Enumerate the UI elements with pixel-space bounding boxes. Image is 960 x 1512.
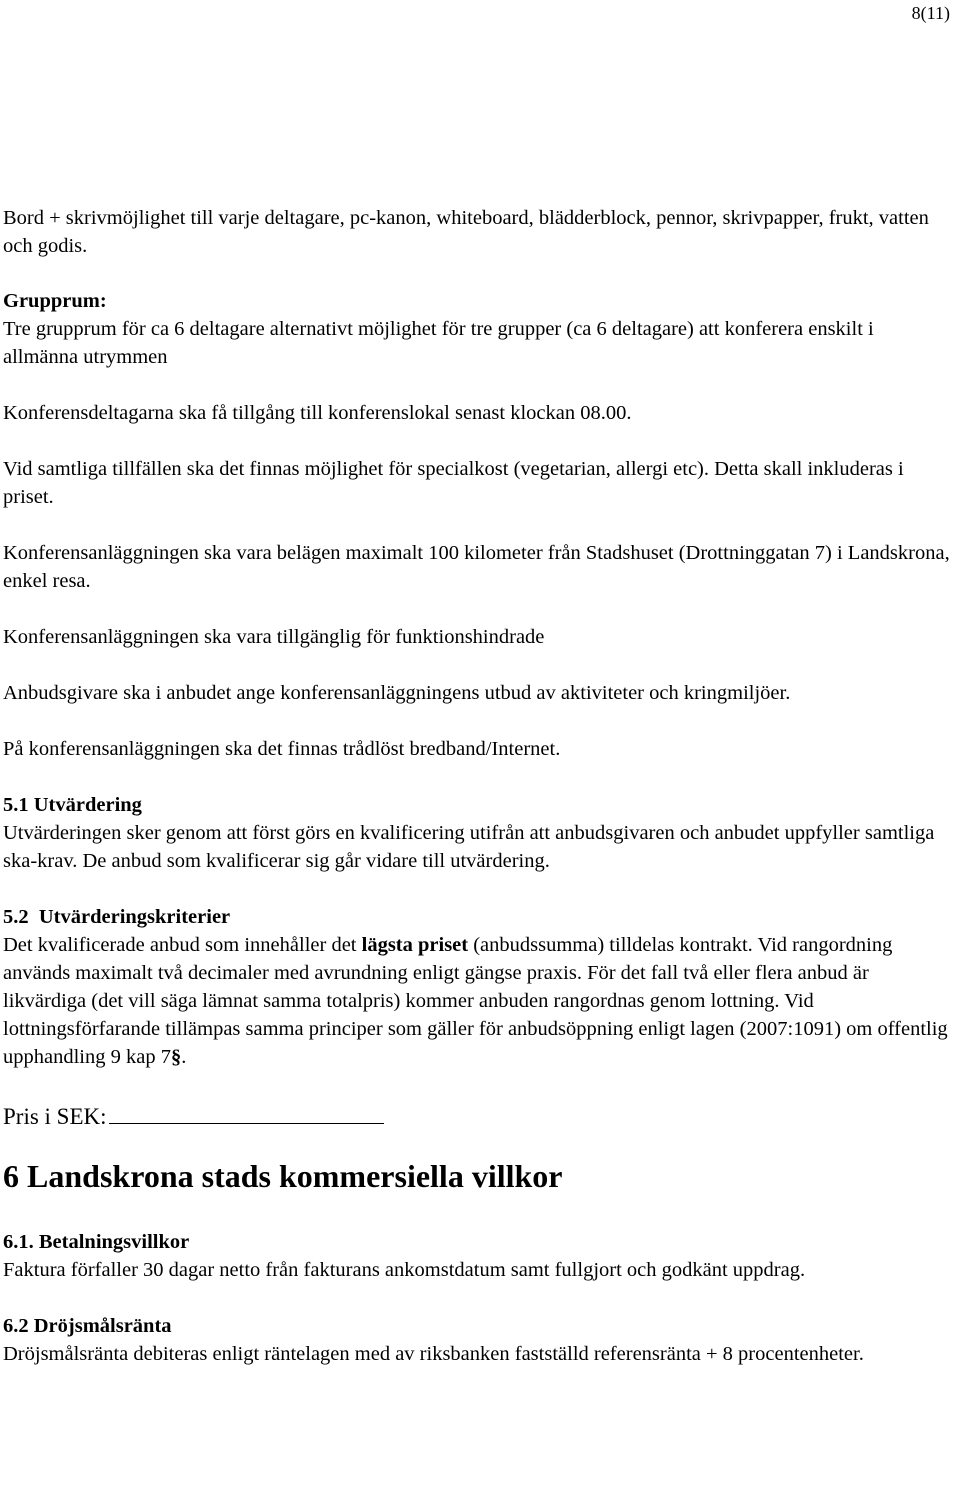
section-5-1-heading: 5.1 Utvärdering	[3, 794, 142, 816]
grupprum-paragraph: Tre grupprum för ca 6 deltagare alternativt möjlighet för tre grupper (ca 6 deltagare) att konferera enskilt i allmänna utrymmen	[3, 318, 874, 368]
grupprum-heading: Grupprum:	[3, 290, 107, 312]
lowest-price-emphasis: lägsta priset	[361, 934, 469, 956]
price-label: Pris i SEK:	[3, 1104, 107, 1129]
price-blank-line	[109, 1099, 384, 1124]
section-5-2-paragraph	[3, 931, 953, 1071]
section-5-2-text-middle: (anbudssumma) tilldelas kontrakt. Vid rangordning används maximalt två decimaler med avrundning enligt gängse praxis. För det fall två eller flera anbud är likvärdiga (det vill säga lämnat samma totalpris) kommer anbuden rangordnas genom lottning. Vid lottningsförfarande tillämpas samma principer som gäller för anbudsöppning enligt lagen (2007:1091) om offentlig upphandling 9 kap 7	[3, 934, 948, 1068]
access-time-paragraph: Konferensdeltagarna ska få tillgång till konferenslokal senast klockan 08.00.	[3, 402, 632, 424]
location-paragraph: Konferensanläggningen ska vara belägen maximalt 100 kilometer från Stadshuset (Drottninggatan 7) i Landskrona, enkel resa.	[3, 542, 950, 592]
internet-paragraph: På konferensanläggningen ska det finnas trådlöst bredband/Internet.	[3, 738, 561, 760]
section-5-1-paragraph: Utvärderingen sker genom att först görs en kvalificering utifrån att anbudsgivaren och anbudet uppfyller samtliga ska-krav. De anbud som kvalificerar sig går vidare till utvärdering.	[3, 822, 935, 872]
section-6-heading: 6 Landskrona stads kommersiella villkor	[3, 1158, 563, 1194]
special-diet-paragraph: Vid samtliga tillfällen ska det finnas möjlighet för specialkost (vegetarian, allergi etc). Detta skall inkluderas i priset.	[3, 458, 904, 508]
section-6-2-paragraph: Dröjsmålsränta debiteras enligt räntelagen med av riksbanken fastställd referensränta + 8 procentenheter.	[3, 1343, 864, 1365]
equipment-paragraph: Bord + skrivmöjlighet till varje deltagare, pc-kanon, whiteboard, blädderblock, pennor, skrivpapper, frukt, vatten och godis.	[3, 207, 929, 257]
section-sign: §	[170, 1046, 182, 1068]
section-5-2-heading: 5.2 Utvärderingskriterier	[3, 906, 231, 928]
activities-paragraph: Anbudsgivare ska i anbudet ange konferensanläggningens utbud av aktiviteter och kringmiljöer.	[3, 682, 791, 704]
section-5-2-text-start: Det kvalificerade anbud som innehåller det	[3, 934, 362, 956]
accessibility-paragraph: Konferensanläggningen ska vara tillgänglig för funktionshindrade	[3, 626, 545, 648]
price-field-row	[3, 1099, 953, 1133]
document-body	[3, 204, 953, 1368]
section-6-2-heading: 6.2 Dröjsmålsränta	[3, 1315, 172, 1337]
page-number: 8(11)	[911, 3, 950, 23]
section-6-1-paragraph: Faktura förfaller 30 dagar netto från fakturans ankomstdatum samt fullgjort och godkänt uppdrag.	[3, 1259, 806, 1281]
section-6-1-heading: 6.1. Betalningsvillkor	[3, 1231, 190, 1253]
section-5-2-text-end: .	[181, 1046, 187, 1068]
